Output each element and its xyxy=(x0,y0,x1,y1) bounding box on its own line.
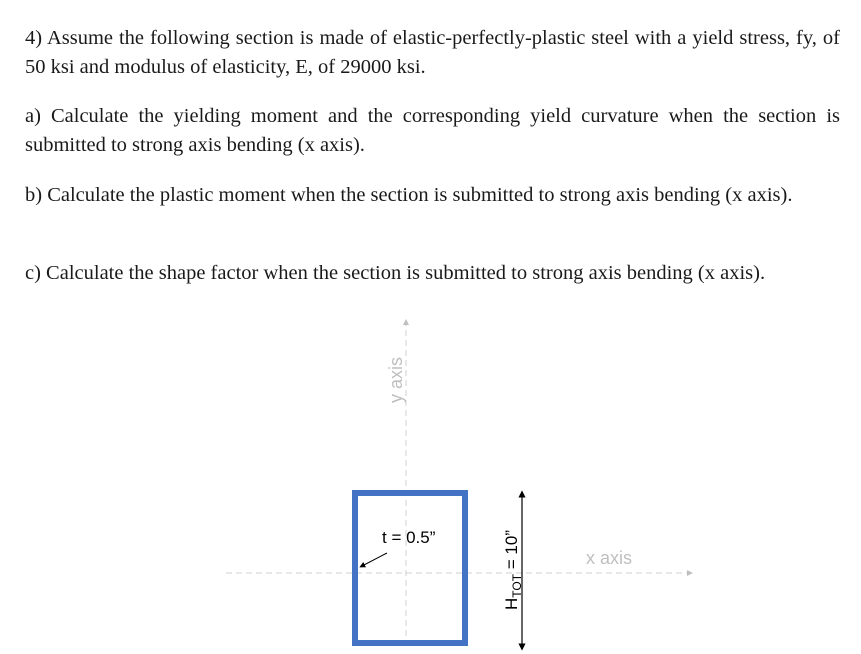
thickness-label: t = 0.5” xyxy=(382,528,436,547)
problem-intro: 4) Assume the following section is made of elastic-perfectly-plastic steel with a yield stress, fy, of 50 ksi and modulus of elasticity, E, of 29000 ksi. xyxy=(25,27,840,78)
y-axis-label: y axis xyxy=(386,356,406,404)
problem-part-b: b) Calculate the plastic moment when the section is submitted to strong axis bending (x axis). xyxy=(25,184,793,206)
height-label-main: H xyxy=(502,597,521,611)
hollow-rect-section xyxy=(355,493,465,643)
thickness-leader-arrow xyxy=(362,553,387,566)
problem-part-c: c) Calculate the shape factor when the section is submitted to strong axis bending (x axis). xyxy=(25,262,766,284)
height-label-subscript: TOT xyxy=(510,573,524,598)
x-axis-label: x axis xyxy=(586,548,633,568)
height-label xyxy=(502,530,524,610)
problem-part-a: a) Calculate the yielding moment and the corresponding yield curvature when the section is submitted to strong axis bending (x axis). xyxy=(25,105,840,156)
height-label-value: = 10” xyxy=(502,529,521,574)
